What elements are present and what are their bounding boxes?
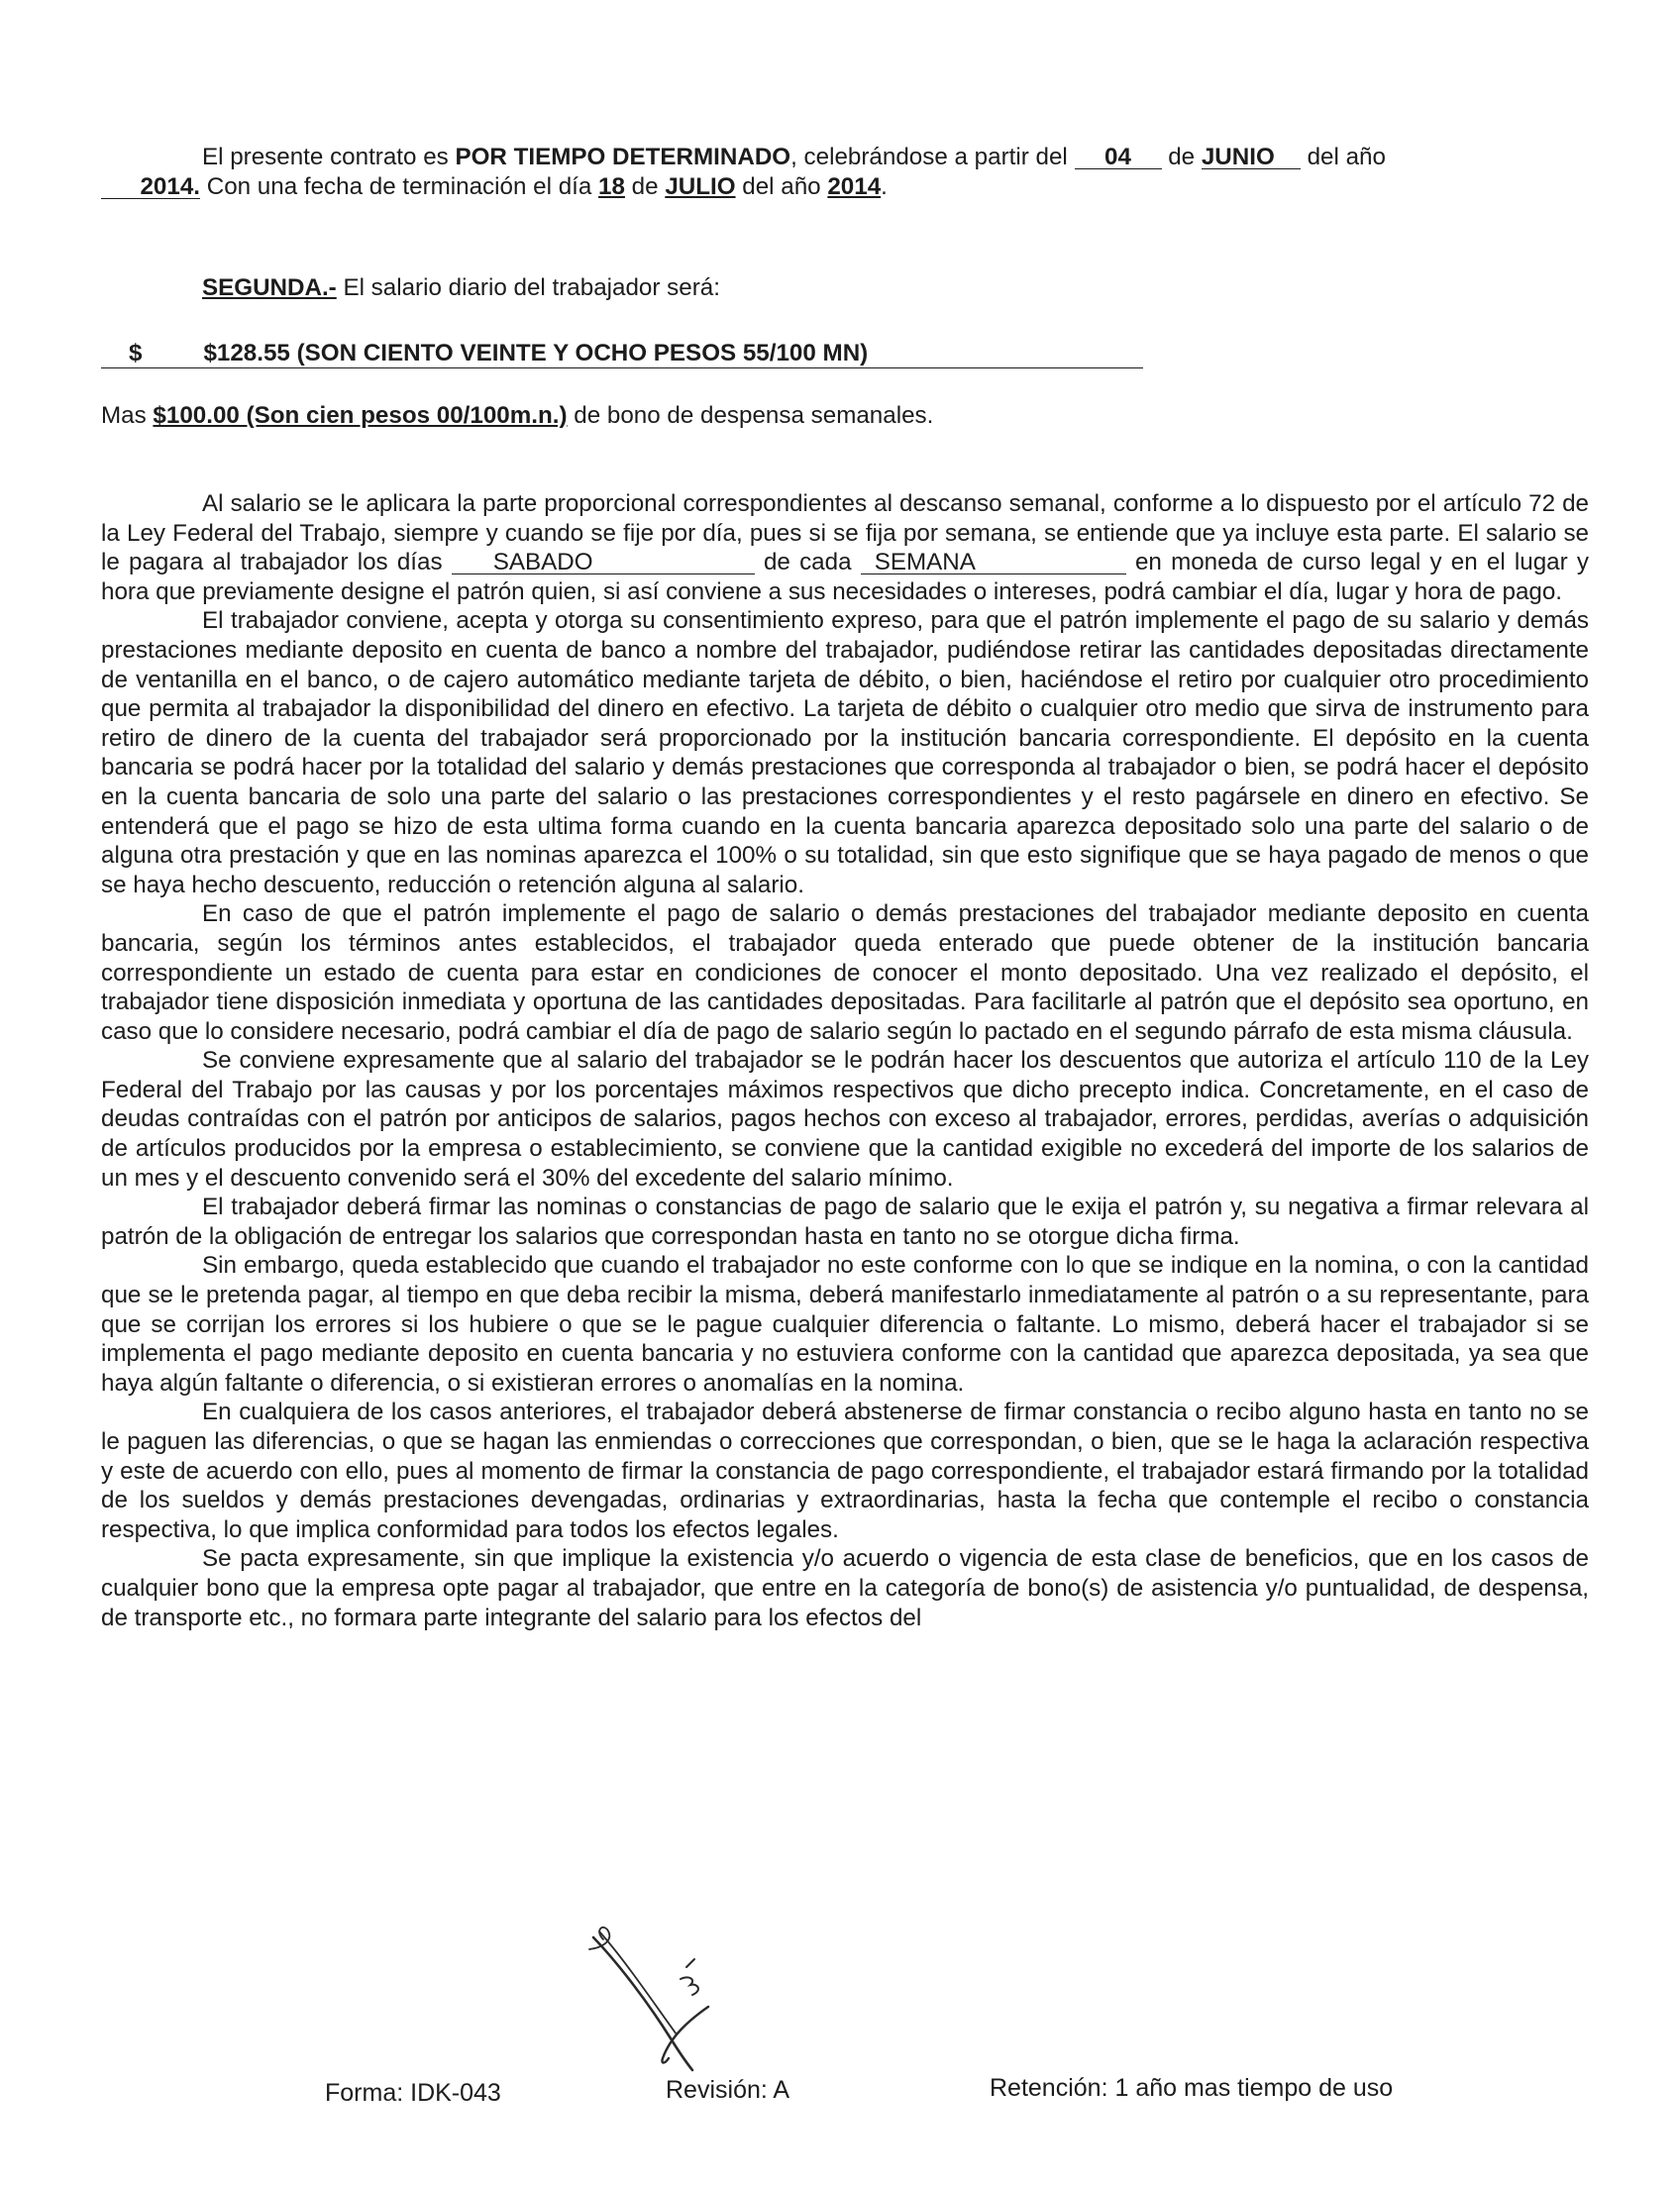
salary-line — [101, 340, 1143, 368]
contract-term-section — [101, 143, 1589, 201]
pay-day-field: SABADO — [492, 549, 593, 576]
footer-retention: Retención: 1 año mas tiempo de uso — [990, 2074, 1394, 2102]
segunda-text: El salario diario del trabajador será: — [336, 274, 720, 301]
contract-term-paragraph: El presente contrato es POR TIEMPO DETERMINADO, celebrándose a partir del 04 de JUNIO del año 2014. Con una fecha de terminación el día 18 de JULIO del año 2014. — [101, 143, 1589, 201]
footer-form: Forma: IDK-043 — [325, 2079, 501, 2107]
bonus-amount: $100.00 (Son cien pesos 00/100m.n.) — [153, 402, 568, 429]
paragraph-deductions: Se conviene expresamente que al salario del trabajador se le podrán hacer los descuentos que autoriza el artículo 110 de la Ley Federal del Trabajo por las causas y por los porcentajes máximos respectivos que dicho precepto indica. Concretamente, en el caso de deudas contraídas con el patrón por anticipos de salarios, pagos hechos con exceso al trabajador, errores, perdidas, averías o adquisición de artículos producidos por la empresa o establecimiento, se conviene que la cantidad exigible no excederá del importe de los salarios de un mes y el descuento convenido será el 30% del excedente del salario mínimo. — [101, 1047, 1589, 1192]
end-year-field: 2014 — [827, 172, 882, 200]
handwritten-signature — [579, 1910, 738, 2073]
bonus-line: Mas $100.00 (Son cien pesos 00/100m.n.) de bono de despensa semanales. — [101, 402, 934, 429]
footer-revision: Revisión: A — [666, 2076, 790, 2104]
bonus-section — [101, 401, 1589, 431]
pay-period-field: SEMANA — [874, 549, 976, 576]
paragraph-bank-deposit: El trabajador conviene, acepta y otorga su consentimiento expreso, para que el patrón implemente el pago de su salario y demás prestaciones mediante deposito en cuenta de banco a nombre del trabajador, pudiéndose retirar las cantidades depositadas directamente de ventanilla en el banco, o de cajero automático mediante tarjeta de débito, o bien, haciéndose el retiro por cualquier otro procedimiento que permita al trabajador la disponibilidad del dinero en efectivo. La tarjeta de débito o cualquier otro medio que sirva de instrumento para retiro de dinero de la cuenta del trabajador será proporcionado por la institución bancaria correspondiente. El depósito en la cuenta bancaria se podrá hacer por la totalidad del salario y demás prestaciones que corresponda al trabajador o bien, se podrá hacer el depósito en la cuenta bancaria de solo una parte del salario o las prestaciones correspondientes y el resto pagársele en dinero en efectivo. Se entenderá que el pago se hizo de esta ultima forma cuando en la cuenta bancaria aparezca depositado solo una parte del salario o de alguna otra prestación y que en las nominas aparezca el 100% o su totalidad, sin que esto signifique que se haya pagado de menos o que se haya hecho descuento, reducción o retención alguna al salario. — [101, 607, 1589, 898]
paragraph-payroll-signature: El trabajador deberá firmar las nominas o constancias de pago de salario que le exija el patrón y, su negativa a firmar relevara al patrón de la obligación de entregar los salarios que correspondan hasta en tanto no se otorgue dicha firma. — [101, 1194, 1589, 1250]
contract-type: POR TIEMPO DETERMINADO — [455, 144, 791, 170]
contract-body — [101, 489, 1589, 1632]
salary-amount: $128.55 (SON CIENTO VEINTE Y OCHO PESOS 55/100 MN) — [203, 340, 869, 366]
end-month-field: JULIO — [665, 172, 736, 200]
paragraph-bank-statement: En caso de que el patrón implemente el pago de salario o demás prestaciones del trabajador mediante deposito en cuenta bancaria, según los términos antes establecidos, el trabajador queda enterado que puede obtener de la institución bancaria correspondiente un estado de cuenta para estar en condiciones de conocer el monto depositado. Una vez realizado el depósito, el trabajador tiene disposición inmediata y oportuna de las cantidades depositadas. Para facilitarle al patrón que el depósito sea oportuno, en caso que lo considere necesario, podrá cambiar el día de pago de salario según lo pactado en el segundo párrafo de esta misma cláusula. — [101, 900, 1589, 1045]
start-day-field: 04 — [1075, 147, 1162, 169]
start-year-field: 2014. — [101, 176, 200, 199]
paragraph-abstain-signing: En cualquiera de los casos anteriores, el trabajador deberá abstenerse de firmar constancia o recibo alguno hasta en tanto no se le paguen las diferencias, o que se hagan las enmiendas o correcciones que correspondan, o bien, que se le haga la aclaración respectiva y este de acuerdo con ello, pues al momento de firmar la constancia de pago correspondiente, el trabajador estará firmando por la totalidad de los sueldos y demás prestaciones devengadas, ordinarias y extraordinarias, hasta la fecha que contemple el recibo o constancia respectiva, lo que implica conformidad para todos los efectos legales. — [101, 1399, 1589, 1543]
segunda-clause — [101, 273, 1589, 303]
end-day-field: 18 — [598, 172, 625, 200]
paragraph-bonus-exclusion: Se pacta expresamente, sin que implique la existencia y/o acuerdo o vigencia de esta clase de beneficios, que en los casos de cualquier bono que la empresa opte pagar al trabajador, que entre en la categoría de bono(s) de asistencia y/o puntualidad, de despensa, de transporte etc., no formara parte integrante del salario para los efectos del — [101, 1545, 1589, 1631]
salary-currency: $ — [129, 340, 143, 366]
start-month-field: JUNIO — [1202, 147, 1301, 169]
paragraph-payroll-disagreement: Sin embargo, queda establecido que cuando el trabajador no este conforme con lo que se indique en la nomina, o con la cantidad que se le pretenda pagar, al tiempo en que deba recibir la misma, deberá manifestarlo inmediatamente al patrón o a su representante, para que se corrijan los errores si los hubiere o que se le pague cualquier diferencia o faltante. Lo mismo, deberá hacer el trabajador si se implementa el pago mediante deposito en cuenta bancaria y no estuviera conforme con la cantidad que aparezca depositada, ya sea que haya algún faltante o diferencia, o si existieran errores o anomalías en la nomina. — [101, 1252, 1589, 1397]
salary-section — [101, 340, 1589, 368]
paragraph-salary-payment: Al salario se le aplicara la parte proporcional correspondientes al descanso semanal, conforme a lo dispuesto por el artículo 72 de la Ley Federal del Trabajo, siempre y cuando se fije por día, pues si se fija por semana, se entiende que ya incluye esta parte. El salario se le pagara al trabajador los días SABADO de cada SEMANA en moneda de curso legal y en el lugar y hora que previamente designe el patrón quien, si así conviene a sus necesidades o intereses, podrá cambiar el día, lugar y hora de pago. — [101, 490, 1589, 605]
segunda-heading: SEGUNDA.- — [202, 274, 337, 301]
